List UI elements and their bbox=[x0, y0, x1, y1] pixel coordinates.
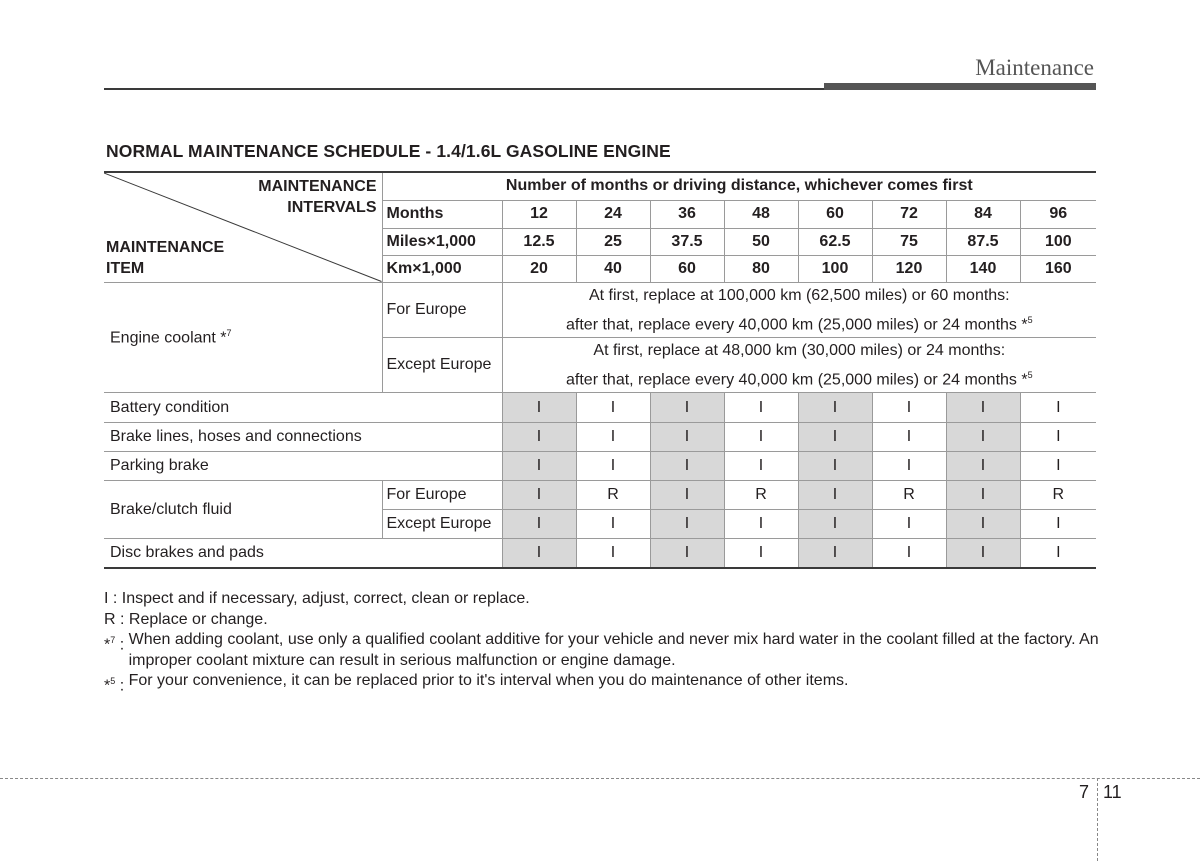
table-cell: I bbox=[1020, 393, 1096, 423]
table-cell: I bbox=[576, 539, 650, 568]
table-cell: I bbox=[872, 423, 946, 452]
miles-value: 87.5 bbox=[946, 228, 1020, 255]
table-cell: I bbox=[946, 393, 1020, 423]
table-cell: I bbox=[502, 393, 576, 423]
table-cell: I bbox=[650, 510, 724, 539]
months-value: 48 bbox=[724, 200, 798, 228]
table-cell: I bbox=[576, 510, 650, 539]
note-sup: 7 bbox=[110, 635, 116, 645]
miles-value: 100 bbox=[1020, 228, 1096, 255]
header-rule bbox=[104, 88, 824, 90]
schedule-line: At first, replace at 100,000 km (62,500 miles) or 60 months: bbox=[588, 286, 1010, 304]
km-value: 60 bbox=[650, 255, 724, 282]
table-cell: I bbox=[872, 539, 946, 568]
table-cell: I bbox=[872, 452, 946, 481]
table-cell: I bbox=[650, 539, 724, 568]
table-cell: R bbox=[724, 481, 798, 510]
schedule-line-text: after that, replace every 40,000 km (25,000 miles) or 24 months * bbox=[566, 315, 1028, 333]
note-star: * bbox=[104, 636, 111, 654]
region-label: For Europe bbox=[382, 481, 502, 510]
table-cell: I bbox=[872, 393, 946, 423]
table-cell: I bbox=[502, 510, 576, 539]
table-cell: I bbox=[798, 423, 872, 452]
table-cell: I bbox=[946, 510, 1020, 539]
months-label: Months bbox=[382, 200, 502, 228]
legend-notes bbox=[104, 589, 1100, 697]
footnote-7 bbox=[104, 630, 1100, 671]
maintenance-schedule-table bbox=[104, 171, 1096, 569]
table-cell: I bbox=[724, 452, 798, 481]
note-key: I : bbox=[104, 590, 122, 607]
table-cell: I bbox=[650, 481, 724, 510]
note-text: Replace or change. bbox=[128, 610, 268, 628]
page-number: 11 bbox=[1103, 782, 1122, 802]
table-cell: I bbox=[576, 393, 650, 423]
table-cell: I bbox=[502, 423, 576, 452]
table-cell: I bbox=[946, 481, 1020, 510]
footnote-ref: 5 bbox=[1027, 369, 1033, 380]
schedule-line bbox=[503, 308, 1097, 337]
table-cell: I bbox=[724, 539, 798, 568]
table-cell: I bbox=[724, 510, 798, 539]
item-brake-fluid: Brake/clutch fluid bbox=[104, 481, 382, 539]
table-row bbox=[104, 423, 1096, 452]
item-label bbox=[106, 237, 224, 279]
km-label: Km×1,000 bbox=[382, 255, 502, 282]
item-brake-lines: Brake lines, hoses and connections bbox=[104, 423, 502, 452]
note-key bbox=[104, 630, 129, 671]
note-text: For your convenience, it can be replaced prior to it's interval when you do maintenance of other items. bbox=[128, 672, 849, 689]
note-key bbox=[104, 671, 129, 697]
months-value: 12 bbox=[502, 200, 576, 228]
footnote-5 bbox=[104, 671, 1100, 697]
region-label: Except Europe bbox=[382, 337, 502, 392]
miles-value: 50 bbox=[724, 228, 798, 255]
table-cell: I bbox=[872, 510, 946, 539]
table-cell: R bbox=[1020, 481, 1096, 510]
miles-value: 75 bbox=[872, 228, 946, 255]
table-cell: I bbox=[798, 452, 872, 481]
region-label: Except Europe bbox=[382, 510, 502, 539]
table-cell: I bbox=[502, 452, 576, 481]
item-battery: Battery condition bbox=[104, 393, 502, 423]
table-row bbox=[104, 539, 1096, 568]
footnote-ref: 5 bbox=[1027, 314, 1033, 325]
table-cell: I bbox=[650, 393, 724, 423]
item-label: Engine coolant * bbox=[110, 328, 227, 346]
note-key: R : bbox=[104, 610, 129, 628]
table-cell: I bbox=[946, 423, 1020, 452]
miles-value: 25 bbox=[576, 228, 650, 255]
table-cell: I bbox=[650, 452, 724, 481]
header-rule-accent bbox=[824, 83, 1096, 90]
intervals-label-line2: INTERVALS bbox=[287, 199, 377, 216]
table-cell: I bbox=[1020, 539, 1096, 568]
table-cell: I bbox=[724, 393, 798, 423]
intervals-label-line1: MAINTENANCE bbox=[258, 178, 377, 195]
note-colon: : bbox=[115, 677, 129, 695]
table-cell: I bbox=[798, 393, 872, 423]
months-value: 96 bbox=[1020, 200, 1096, 228]
item-engine-coolant bbox=[104, 282, 382, 393]
km-value: 100 bbox=[798, 255, 872, 282]
table-cell: I bbox=[1020, 510, 1096, 539]
schedule-line-text: after that, replace every 40,000 km (25,000 miles) or 24 months * bbox=[566, 371, 1028, 389]
months-value: 36 bbox=[650, 200, 724, 228]
page-title: NORMAL MAINTENANCE SCHEDULE - 1.4/1.6L GASOLINE ENGINE bbox=[106, 141, 671, 161]
table-row bbox=[104, 282, 1096, 337]
table-cell: I bbox=[798, 481, 872, 510]
table-row bbox=[104, 393, 1096, 423]
km-value: 40 bbox=[576, 255, 650, 282]
note-star: * bbox=[104, 677, 111, 695]
footnote-ref: 7 bbox=[226, 327, 232, 338]
km-value: 160 bbox=[1020, 255, 1096, 282]
section-title: Maintenance bbox=[975, 55, 1094, 80]
table-cell: I bbox=[946, 539, 1020, 568]
km-value: 140 bbox=[946, 255, 1020, 282]
note-sup: 5 bbox=[110, 676, 116, 686]
miles-label: Miles×1,000 bbox=[382, 228, 502, 255]
miles-value: 37.5 bbox=[650, 228, 724, 255]
schedule-line bbox=[503, 363, 1097, 392]
km-value: 20 bbox=[502, 255, 576, 282]
months-value: 60 bbox=[798, 200, 872, 228]
months-value: 72 bbox=[872, 200, 946, 228]
schedule-line: At first, replace at 48,000 km (30,000 miles) or 24 months: bbox=[593, 341, 1006, 359]
region-label: For Europe bbox=[382, 282, 502, 337]
intervals-label bbox=[258, 176, 376, 218]
chapter-number: 7 bbox=[1079, 782, 1090, 802]
page-number-divider bbox=[1097, 778, 1098, 861]
km-value: 120 bbox=[872, 255, 946, 282]
miles-value: 12.5 bbox=[502, 228, 576, 255]
table-row bbox=[104, 481, 1096, 510]
item-label-line2: ITEM bbox=[106, 260, 145, 277]
item-parking-brake: Parking brake bbox=[104, 452, 502, 481]
note-replace bbox=[104, 610, 1100, 631]
table-cell: I bbox=[576, 423, 650, 452]
note-text: Inspect and if necessary, adjust, correct, clean or replace. bbox=[121, 590, 530, 607]
months-value: 24 bbox=[576, 200, 650, 228]
table-cell: I bbox=[502, 481, 576, 510]
item-label-line1: MAINTENANCE bbox=[106, 239, 225, 256]
corner-header-cell bbox=[104, 172, 382, 282]
interval-span-header: Number of months or driving distance, whichever comes first bbox=[382, 172, 1096, 200]
table-cell: I bbox=[1020, 452, 1096, 481]
coolant-except-schedule bbox=[502, 337, 1096, 392]
table-cell: I bbox=[502, 539, 576, 568]
table-cell: I bbox=[650, 423, 724, 452]
table-cell: I bbox=[724, 423, 798, 452]
table-cell: I bbox=[576, 452, 650, 481]
coolant-europe-schedule bbox=[502, 282, 1096, 337]
item-disc-brakes: Disc brakes and pads bbox=[104, 539, 502, 568]
note-text: When adding coolant, use only a qualified coolant additive for your vehicle and never mix hard water in the coolant filled at the factory. An improper coolant mixture can result in serious malfunction or engine damage. bbox=[128, 631, 1099, 669]
km-value: 80 bbox=[724, 255, 798, 282]
note-colon: : bbox=[115, 636, 129, 654]
table-cell: I bbox=[798, 539, 872, 568]
months-value: 84 bbox=[946, 200, 1020, 228]
miles-value: 62.5 bbox=[798, 228, 872, 255]
table-row bbox=[104, 452, 1096, 481]
note-inspect bbox=[104, 589, 1100, 610]
table-cell: I bbox=[1020, 423, 1096, 452]
table-cell: I bbox=[798, 510, 872, 539]
footer-divider bbox=[0, 778, 1200, 779]
table-cell: R bbox=[576, 481, 650, 510]
table-cell: I bbox=[946, 452, 1020, 481]
table-cell: R bbox=[872, 481, 946, 510]
table-header-row bbox=[104, 172, 1096, 200]
